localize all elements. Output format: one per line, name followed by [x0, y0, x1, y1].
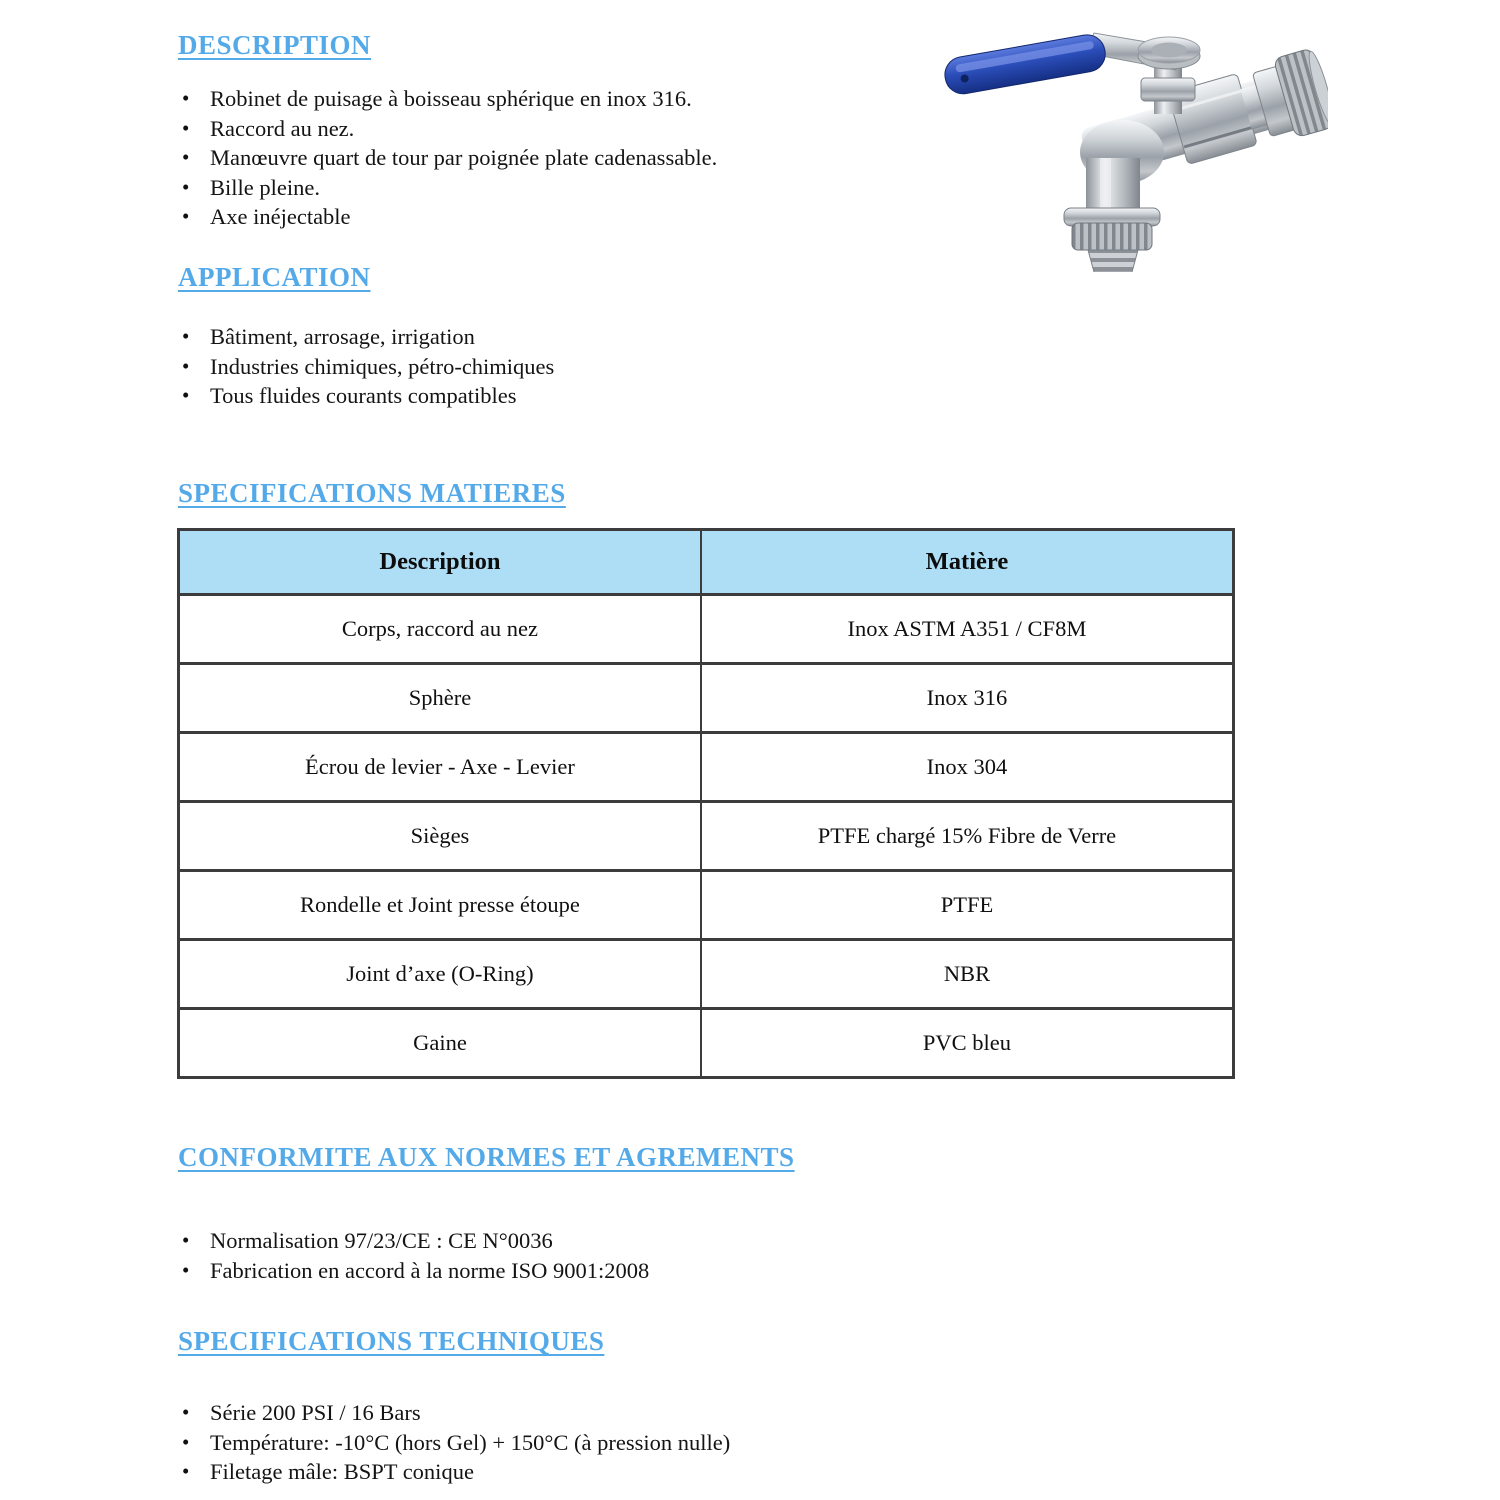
materials-table [177, 528, 1235, 1079]
list-item: • Industries chimiques, pétro-chimiques [178, 352, 554, 382]
application-list [178, 322, 554, 411]
conformite-list [178, 1226, 649, 1285]
table-row [179, 1009, 1234, 1078]
cell-description: Écrou de levier - Axe - Levier [179, 733, 701, 802]
table-header-row [179, 530, 1234, 595]
cell-description: Joint d’axe (O-Ring) [179, 940, 701, 1009]
list-item: • Série 200 PSI / 16 Bars [178, 1398, 730, 1428]
table-row [179, 802, 1234, 871]
list-item: • Filetage mâle: BSPT conique [178, 1457, 730, 1487]
table-row [179, 871, 1234, 940]
cell-description: Rondelle et Joint presse étoupe [179, 871, 701, 940]
list-item: • Manœuvre quart de tour par poignée plate cadenassable. [178, 143, 717, 173]
table-row [179, 940, 1234, 1009]
cell-matiere: Inox ASTM A351 / CF8M [701, 595, 1234, 664]
cell-matiere: Inox 316 [701, 664, 1234, 733]
hose-barb [1088, 250, 1138, 272]
cell-description: Sièges [179, 802, 701, 871]
section-title-spec-techniques: SPECIFICATIONS TECHNIQUES [178, 1326, 605, 1356]
stem-top-nut [1138, 37, 1200, 69]
list-item: • Robinet de puisage à boisseau sphérique en inox 316. [178, 84, 717, 114]
list-item: • Normalisation 97/23/CE : CE N°0036 [178, 1226, 649, 1256]
col-header-matiere: Matière [701, 530, 1234, 595]
list-item: • Tous fluides courants compatibles [178, 381, 554, 411]
cell-matiere: NBR [701, 940, 1234, 1009]
spec-techniques-list [178, 1398, 730, 1487]
list-item: • Température: -10°C (hors Gel) + 150°C (à pression nulle) [178, 1428, 730, 1458]
section-title-conformite: CONFORMITE AUX NORMES ET AGREMENTS [178, 1142, 795, 1172]
cell-description: Sphère [179, 664, 701, 733]
description-list [178, 84, 717, 232]
cell-matiere: PTFE chargé 15% Fibre de Verre [701, 802, 1234, 871]
section-title-spec-matieres: SPECIFICATIONS MATIERES [178, 478, 566, 508]
list-item: • Raccord au nez. [178, 114, 717, 144]
valve-spout [1064, 120, 1164, 272]
table-row [179, 595, 1234, 664]
list-item: • Fabrication en accord à la norme ISO 9001:2008 [178, 1256, 649, 1286]
cell-description: Corps, raccord au nez [179, 595, 701, 664]
table-row [179, 733, 1234, 802]
list-item: • Bâtiment, arrosage, irrigation [178, 322, 554, 352]
list-item: • Bille pleine. [178, 173, 717, 203]
table-row [179, 664, 1234, 733]
list-item: • Axe inéjectable [178, 202, 717, 232]
section-title-description: DESCRIPTION [178, 30, 372, 60]
cell-matiere: PVC bleu [701, 1009, 1234, 1078]
cell-matiere: Inox 304 [701, 733, 1234, 802]
product-photo-ball-valve-tap [936, 6, 1328, 272]
cell-matiere: PTFE [701, 871, 1234, 940]
valve-handle [942, 32, 1108, 97]
cell-description: Gaine [179, 1009, 701, 1078]
section-title-application: APPLICATION [178, 262, 371, 292]
col-header-description: Description [179, 530, 701, 595]
